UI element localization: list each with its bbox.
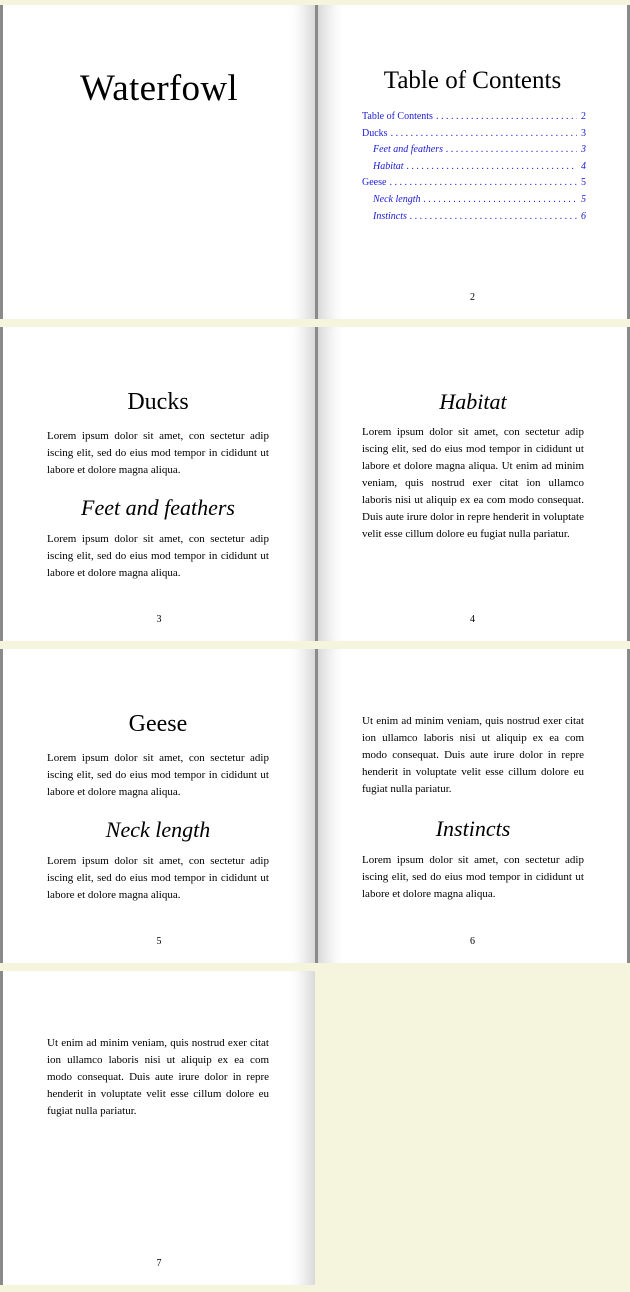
section-heading: Neck length bbox=[105, 817, 211, 842]
toc-entry[interactable]: Ducks . . . 3 bbox=[362, 126, 586, 143]
toc-entry[interactable]: Geese . . . 5 bbox=[362, 175, 586, 192]
page-7 bbox=[0, 971, 315, 1285]
toc-entry[interactable]: Habitat . . . 4 bbox=[362, 159, 586, 176]
page-number: 5 bbox=[156, 936, 162, 947]
toc-page bbox=[315, 5, 630, 319]
page-4 bbox=[315, 327, 630, 641]
page-3 bbox=[0, 327, 315, 641]
chapter-heading: Geese bbox=[128, 711, 188, 737]
toc-entry[interactable]: Table of Contents . . . 2 bbox=[362, 109, 586, 126]
table-of-contents bbox=[362, 109, 586, 225]
section-heading: Feet and feathers bbox=[81, 495, 235, 520]
page-5 bbox=[0, 649, 315, 963]
body-paragraph: Ut enim ad minim veniam, quis nostrud exer citat ion ullamco laboris nisi ut aliquip ex ea com modo consequat. Duis aute irure dolor in repre henderit in voluptate velit esse cillum dolore eu fugiat nulla pariatur. bbox=[47, 1037, 269, 1117]
section-heading: Instincts bbox=[435, 816, 511, 841]
toc-entry[interactable]: Feet and feathers . . . 3 bbox=[362, 142, 586, 159]
page-number: 6 bbox=[470, 936, 475, 947]
title-page bbox=[0, 5, 315, 319]
chapter-heading: Ducks bbox=[127, 389, 189, 415]
page-number: 4 bbox=[470, 614, 475, 625]
section-heading: Habitat bbox=[439, 389, 507, 414]
body-paragraph: Ut enim ad minim veniam, quis nostrud exer citat ion ullamco laboris nisi ut aliquip ex ea com modo consequat. Duis aute irure dolor in repre henderit in voluptate velit esse cillum dolore eu fugiat nulla pariatur. bbox=[362, 715, 584, 795]
body-paragraph: Lorem ipsum dolor sit amet, con sectetur adip iscing elit, sed do eius mod tempor in cididunt ut labore et dolore magna aliqua. bbox=[362, 854, 584, 900]
body-paragraph: Lorem ipsum dolor sit amet, con sectetur adip iscing elit, sed do eius mod tempor in cididunt ut labore et dolore magna aliqua. bbox=[47, 855, 269, 901]
page-6 bbox=[315, 649, 630, 963]
toc-entry[interactable]: Instincts . . . 6 bbox=[362, 209, 586, 226]
toc-entry[interactable]: Neck length . . . 5 bbox=[362, 192, 586, 209]
page-number: 7 bbox=[156, 1258, 162, 1269]
page-number: 3 bbox=[156, 614, 162, 625]
body-paragraph: Lorem ipsum dolor sit amet, con sectetur adip iscing elit, sed do eius mod tempor in cididunt ut labore et dolore magna aliqua. bbox=[47, 430, 269, 476]
toc-heading: Table of Contents bbox=[383, 67, 562, 94]
body-paragraph: Lorem ipsum dolor sit amet, con sectetur adip iscing elit, sed do eius mod tempor in cididunt ut labore et dolore magna aliqua. Ut enim ad minim veniam, quis nostrud exer citat ion ullamco laboris nisi ut aliquip ex ea com modo consequat. Duis aute irure dolor in repre henderit in voluptate velit esse cillum dolore eu fugiat nulla pariatur. bbox=[362, 426, 584, 540]
body-paragraph: Lorem ipsum dolor sit amet, con sectetur adip iscing elit, sed do eius mod tempor in cididunt ut labore et dolore magna aliqua. bbox=[47, 533, 269, 579]
body-paragraph: Lorem ipsum dolor sit amet, con sectetur adip iscing elit, sed do eius mod tempor in cididunt ut labore et dolore magna aliqua. bbox=[47, 752, 269, 798]
book-title: Waterfowl bbox=[80, 68, 238, 109]
page-number: 2 bbox=[470, 292, 475, 303]
